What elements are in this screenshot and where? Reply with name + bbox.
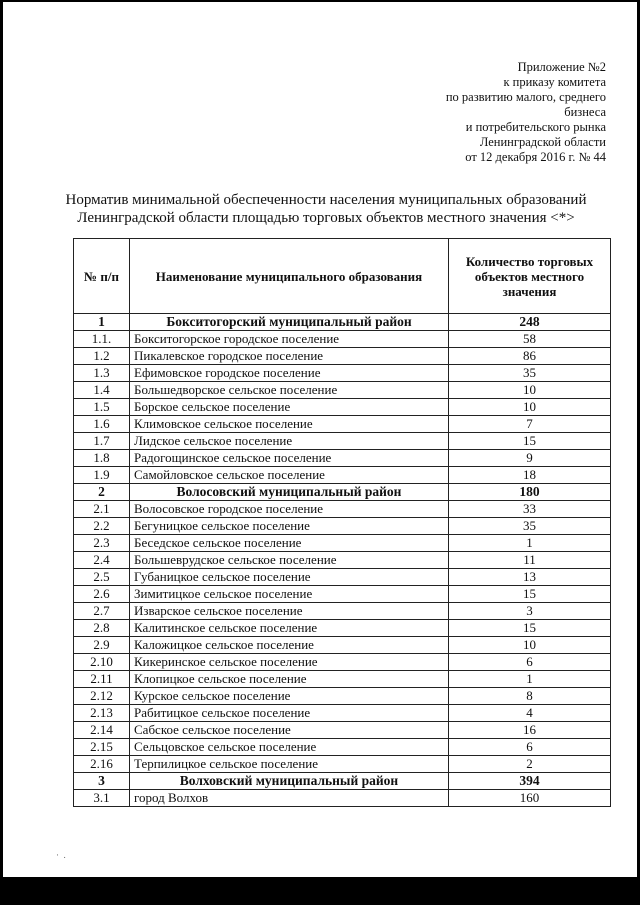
table-row [74, 501, 611, 518]
row-value: 8 [449, 688, 611, 705]
row-number: 1.7 [74, 433, 130, 450]
row-number: 2.2 [74, 518, 130, 535]
row-value: 394 [449, 773, 611, 790]
row-number: 1.5 [74, 399, 130, 416]
row-value: 3 [449, 603, 611, 620]
row-name: Радогощинское сельское поселение [130, 450, 449, 467]
district-row [74, 484, 611, 501]
table-row [74, 433, 611, 450]
row-name: Волховский муниципальный район [130, 773, 449, 790]
row-name: Самойловское сельское поселение [130, 467, 449, 484]
row-name: город Волхов [130, 790, 449, 807]
row-name: Сабское сельское поселение [130, 722, 449, 739]
table-row [74, 535, 611, 552]
row-value: 9 [449, 450, 611, 467]
district-row [74, 773, 611, 790]
table-row [74, 569, 611, 586]
table-row [74, 348, 611, 365]
document-title-line-1: Норматив минимальной обеспеченности населения муниципальных образований [65, 192, 587, 208]
header-number: № п/п [74, 239, 130, 314]
row-name: Большеврудское сельское поселение [130, 552, 449, 569]
table-row [74, 416, 611, 433]
row-number: 2.4 [74, 552, 130, 569]
row-name: Сельцовское сельское поселение [130, 739, 449, 756]
row-name: Клопицкое сельское поселение [130, 671, 449, 688]
table-row [74, 518, 611, 535]
row-number: 1.2 [74, 348, 130, 365]
row-value: 10 [449, 399, 611, 416]
row-number: 1.3 [74, 365, 130, 382]
row-name: Ефимовское городское поселение [130, 365, 449, 382]
row-value: 15 [449, 620, 611, 637]
row-name: Волосовский муниципальный район [130, 484, 449, 501]
table-header-row [74, 239, 611, 314]
row-number: 2.15 [74, 739, 130, 756]
table-row [74, 331, 611, 348]
row-name: Курское сельское поселение [130, 688, 449, 705]
table-row [74, 382, 611, 399]
row-number: 3 [74, 773, 130, 790]
header-name: Наименование муниципального образования [130, 239, 449, 314]
row-name: Борское сельское поселение [130, 399, 449, 416]
row-value: 33 [449, 501, 611, 518]
row-value: 16 [449, 722, 611, 739]
row-value: 1 [449, 535, 611, 552]
table-row [74, 637, 611, 654]
row-value: 6 [449, 654, 611, 671]
norms-table [73, 238, 611, 807]
row-value: 4 [449, 705, 611, 722]
row-name: Климовское сельское поселение [130, 416, 449, 433]
row-name: Большедворское сельское поселение [130, 382, 449, 399]
row-name: Калитинское сельское поселение [130, 620, 449, 637]
row-number: 2 [74, 484, 130, 501]
row-number: 2.10 [74, 654, 130, 671]
district-row [74, 314, 611, 331]
row-value: 86 [449, 348, 611, 365]
scan-specks: · . [56, 850, 66, 860]
scan-edge-left [0, 0, 3, 905]
document-title [40, 191, 612, 227]
row-value: 6 [449, 739, 611, 756]
table-row [74, 688, 611, 705]
table-body [74, 314, 611, 807]
row-name: Зимитицкое сельское поселение [130, 586, 449, 603]
row-value: 35 [449, 365, 611, 382]
table-row [74, 467, 611, 484]
row-name: Кикеринское сельское поселение [130, 654, 449, 671]
row-name: Каложицкое сельское поселение [130, 637, 449, 654]
row-value: 160 [449, 790, 611, 807]
approval-line: и потребительского рынка [465, 120, 606, 134]
table-row [74, 365, 611, 382]
row-number: 2.13 [74, 705, 130, 722]
row-value: 58 [449, 331, 611, 348]
table-row [74, 654, 611, 671]
table-row [74, 450, 611, 467]
row-number: 2.3 [74, 535, 130, 552]
approval-line: к приказу комитета [503, 75, 606, 89]
row-value: 15 [449, 433, 611, 450]
row-value: 248 [449, 314, 611, 331]
table-row [74, 756, 611, 773]
row-number: 1.9 [74, 467, 130, 484]
table-row [74, 671, 611, 688]
row-name: Рабитицкое сельское поселение [130, 705, 449, 722]
row-name: Лидское сельское поселение [130, 433, 449, 450]
scan-footer-band [0, 877, 640, 905]
table-row [74, 705, 611, 722]
row-value: 7 [449, 416, 611, 433]
row-name: Пикалевское городское поселение [130, 348, 449, 365]
row-number: 2.6 [74, 586, 130, 603]
row-value: 180 [449, 484, 611, 501]
row-number: 2.5 [74, 569, 130, 586]
approval-block [366, 60, 606, 165]
approval-line: по развитию малого, среднего [445, 90, 606, 104]
row-name: Изварское сельское поселение [130, 603, 449, 620]
row-name: Беседское сельское поселение [130, 535, 449, 552]
row-number: 2.7 [74, 603, 130, 620]
row-value: 2 [449, 756, 611, 773]
row-number: 2.1 [74, 501, 130, 518]
row-value: 1 [449, 671, 611, 688]
row-number: 3.1 [74, 790, 130, 807]
row-number: 2.11 [74, 671, 130, 688]
table-row [74, 552, 611, 569]
row-value: 18 [449, 467, 611, 484]
row-number: 2.9 [74, 637, 130, 654]
row-value: 10 [449, 382, 611, 399]
row-value: 35 [449, 518, 611, 535]
document-title-line-2: Ленинградской области площадью торговых объектов местного значения <*> [77, 210, 575, 226]
header-count: Количество торговых объектов местного значения [449, 239, 611, 314]
row-name: Бокситогорский муниципальный район [130, 314, 449, 331]
approval-line: Ленинградской области [479, 135, 606, 149]
row-number: 2.8 [74, 620, 130, 637]
row-number: 1.4 [74, 382, 130, 399]
approval-line: Приложение №2 [517, 60, 606, 74]
approval-line: бизнеса [564, 105, 606, 119]
table-row [74, 399, 611, 416]
table-row [74, 722, 611, 739]
row-number: 1.6 [74, 416, 130, 433]
row-value: 11 [449, 552, 611, 569]
row-value: 10 [449, 637, 611, 654]
table-row [74, 603, 611, 620]
row-number: 2.14 [74, 722, 130, 739]
table-row [74, 739, 611, 756]
row-number: 1.8 [74, 450, 130, 467]
row-name: Терпилицкое сельское поселение [130, 756, 449, 773]
row-name: Губаницкое сельское поселение [130, 569, 449, 586]
row-number: 2.12 [74, 688, 130, 705]
row-number: 1 [74, 314, 130, 331]
row-name: Волосовское городское поселение [130, 501, 449, 518]
approval-line: от 12 декабря 2016 г. № 44 [465, 150, 606, 164]
table-row [74, 790, 611, 807]
row-name: Бегуницкое сельское поселение [130, 518, 449, 535]
table-row [74, 586, 611, 603]
row-value: 13 [449, 569, 611, 586]
row-name: Бокситогорское городское поселение [130, 331, 449, 348]
row-number: 1.1. [74, 331, 130, 348]
row-value: 15 [449, 586, 611, 603]
scan-edge-top [0, 0, 640, 2]
row-number: 2.16 [74, 756, 130, 773]
table-row [74, 620, 611, 637]
